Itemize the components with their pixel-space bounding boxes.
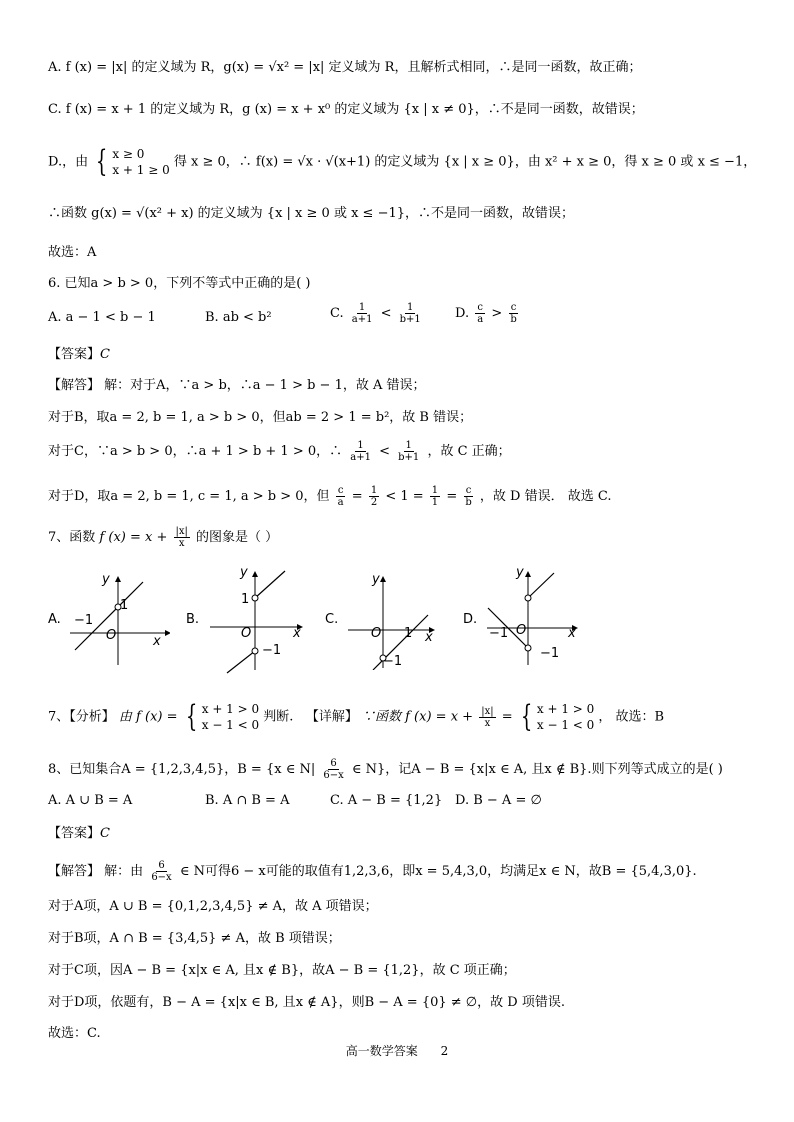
graph-b-1: 1 bbox=[241, 592, 250, 607]
stem-text: 的图象是（ ） bbox=[196, 530, 279, 545]
graph-c-o: O bbox=[371, 626, 382, 641]
graph-b-x: x bbox=[293, 626, 301, 641]
frac-num: 1 bbox=[431, 485, 439, 496]
footer-title: 高一数学答案 bbox=[345, 1044, 418, 1058]
detail-text: ∵函数 f (x) = x + bbox=[361, 709, 474, 725]
option-d-explanation bbox=[48, 146, 756, 178]
graph-b-neg1: −1 bbox=[262, 643, 282, 658]
analysis-label: 7、【分析】 bbox=[48, 709, 115, 725]
solution-text: 对于C，∵a > b > 0，∴a + 1 > b + 1 > 0，∴ bbox=[48, 444, 343, 459]
answer-label: 【答案】 bbox=[48, 347, 101, 362]
frac-num: 1 bbox=[370, 485, 378, 496]
option-d-text: 得 x ≥ 0，∴ f(x) = √x · √(x+1) 的定义域为 {x | x ≥ 0}，由 x² + x ≥ 0，得 x ≥ 0 或 x ≤ −1， bbox=[173, 154, 757, 170]
frac-num: c bbox=[337, 485, 344, 496]
answer-value: C bbox=[100, 347, 110, 362]
detail-label: 【详解】 bbox=[305, 709, 358, 725]
q8-solution-5: 对于D项，依题有，B − A = {x|x ∈ B, 且x ∉ A}，则B − A = {0} ≠ ∅，故 D 项错误. bbox=[48, 995, 565, 1010]
graph-d-neg1-left: −1 bbox=[489, 626, 509, 641]
q8-option-d: D. B − A = ∅ bbox=[455, 793, 542, 808]
q7-stem bbox=[48, 526, 278, 549]
frac-num: c bbox=[465, 485, 472, 496]
page-number: 2 bbox=[440, 1044, 449, 1058]
q6-option-c-label: C. bbox=[330, 306, 344, 321]
q7-graph-b-label: B. bbox=[186, 612, 200, 627]
option-c-explanation: C. f (x) = x + 1 的定义域为 R，g (x) = x + x⁰ 的定义域为 {x | x ≠ 0}，∴不是同一函数，故错误； bbox=[48, 102, 644, 117]
brace-row-2: x − 1 < 0 bbox=[536, 718, 595, 732]
frac-den: b bbox=[510, 314, 517, 325]
frac-num: 1 bbox=[358, 302, 366, 313]
system-brace: { x ≥ 0 x + 1 ≥ 0 bbox=[96, 144, 170, 179]
q6-option-d-label: D. bbox=[455, 306, 470, 321]
q6-answer bbox=[48, 345, 110, 365]
q6-option-d bbox=[455, 302, 521, 325]
frac-num: 6 bbox=[158, 860, 165, 871]
analysis-text: 由 f (x) = bbox=[118, 709, 178, 725]
frac-den: 6−x bbox=[151, 872, 172, 883]
graph-c-x: x bbox=[425, 630, 433, 645]
q6-option-c bbox=[330, 302, 425, 325]
graph-a-neg1: −1 bbox=[74, 613, 94, 628]
q7-graph-c-label: C. bbox=[325, 612, 339, 627]
solution-text: 对于D，取a = 2, b = 1, c = 1, a > b > 0，但 bbox=[48, 489, 330, 504]
brace-row-2: x − 1 < 0 bbox=[201, 718, 260, 732]
frac-num: |x| bbox=[175, 526, 188, 537]
frac-den: 1 bbox=[431, 497, 439, 508]
frac-num: 1 bbox=[405, 440, 412, 451]
stem-text: 8、已知集合A = {1,2,3,4,5}，B = {x ∈ N| bbox=[48, 762, 316, 777]
q6-solution-2: 对于B，取a = 2, b = 1, a > b > 0，但ab = 2 > 1 = b²，故 B 错误； bbox=[48, 410, 473, 425]
q8-solution-2: 对于A项，A ∪ B = {0,1,2,3,4,5} ≠ A，故 A 项错误； bbox=[48, 899, 378, 914]
frac-num: 1 bbox=[407, 302, 414, 313]
graph-a-x: x bbox=[153, 634, 161, 649]
q6-option-a: A. a − 1 < b − 1 bbox=[48, 310, 156, 325]
option-d-prefix: D.，由 bbox=[48, 154, 89, 170]
q8-option-c: C. A − B = {1,2} bbox=[330, 793, 443, 808]
q6-solution-3 bbox=[48, 440, 511, 463]
frac-den: a bbox=[477, 314, 484, 325]
solution-label: 【解答】 bbox=[48, 378, 101, 393]
frac-den: x bbox=[484, 717, 491, 729]
q6-stem: 6. 已知a > b > 0，下列不等式中正确的是( ) bbox=[48, 276, 311, 291]
q7-graph-a-label: A. bbox=[48, 612, 61, 627]
q8-option-a: A. A ∪ B = A bbox=[48, 793, 133, 808]
solution-text: ，故 C 正确； bbox=[427, 444, 511, 459]
stem-text: 7、函数 bbox=[48, 530, 96, 545]
graph-b-y: y bbox=[240, 565, 248, 580]
frac-num: 6 bbox=[330, 758, 337, 769]
op: = bbox=[351, 489, 363, 504]
frac-num: |x| bbox=[481, 705, 494, 717]
frac-num: 1 bbox=[357, 440, 364, 451]
q7-graph-d-label: D. bbox=[463, 612, 478, 627]
frac-den: a+1 bbox=[350, 452, 371, 463]
frac-den: 2 bbox=[370, 497, 378, 508]
analysis-brace: { x + 1 > 0 x − 1 < 0 bbox=[185, 699, 260, 734]
q8-solution-6: 故选：C. bbox=[48, 1026, 101, 1041]
op: < bbox=[379, 444, 391, 459]
answer-value: C bbox=[100, 826, 110, 841]
q6-solution-4 bbox=[48, 485, 611, 508]
q8-solution-3: 对于B项，A ∩ B = {3,4,5} ≠ A，故 B 项错误； bbox=[48, 931, 341, 946]
analysis-text: 判断. bbox=[263, 709, 294, 725]
op: = bbox=[501, 709, 513, 725]
graph-c-neg1: −1 bbox=[383, 654, 403, 669]
graph-c-y: y bbox=[372, 572, 380, 587]
frac-den: 6−x bbox=[323, 770, 344, 781]
frac-den: x bbox=[178, 538, 185, 549]
frac-den: b+1 bbox=[399, 314, 421, 325]
brace-row-1: x ≥ 0 bbox=[112, 147, 145, 161]
frac-den: a+1 bbox=[351, 314, 373, 325]
solution-text: ∈ N可得6 − x可能的取值有1,2,3,6，即x = 5,4,3,0，均满足x ∈ N，故B = {5,4,3,0}. bbox=[179, 864, 697, 879]
q7-analysis bbox=[48, 701, 664, 733]
solution-label: 【解答】 bbox=[48, 864, 101, 879]
q7-graph-d bbox=[482, 565, 582, 665]
choose-answer-5: 故选：A bbox=[48, 245, 97, 260]
solution-text: ，故 D 错误． 故选 C. bbox=[479, 489, 612, 504]
frac-num: c bbox=[477, 302, 484, 313]
answer-label: 【答案】 bbox=[48, 826, 101, 841]
frac-den: a bbox=[337, 497, 344, 508]
detail-brace: { x + 1 > 0 x − 1 < 0 bbox=[520, 699, 595, 734]
q8-option-b: B. A ∩ B = A bbox=[205, 793, 290, 808]
frac-den: b bbox=[465, 497, 472, 508]
brace-row-1: x + 1 > 0 bbox=[536, 702, 595, 716]
option-d-conclusion: ∴函数 g(x) = √(x² + x) 的定义域为 {x | x ≥ 0 或 x ≤ −1}，∴不是同一函数，故错误； bbox=[48, 206, 575, 221]
graph-d-x: x bbox=[568, 626, 576, 641]
q6-solution-1 bbox=[48, 376, 426, 396]
graph-d-y: y bbox=[516, 565, 524, 580]
graph-c-1: 1 bbox=[404, 626, 413, 641]
op: > bbox=[491, 306, 503, 321]
solution-text: 解：对于A，∵a > b，∴a − 1 > b − 1，故 A 错误； bbox=[100, 378, 426, 393]
graph-a-1: 1 bbox=[120, 598, 129, 613]
q8-solution-4: 对于C项，因A − B = {x|x ∈ A, 且x ∉ B}，故A − B = {1,2}，故 C 项正确； bbox=[48, 963, 516, 978]
op: < bbox=[380, 306, 392, 321]
frac-num: c bbox=[510, 302, 517, 313]
page-footer bbox=[0, 1042, 794, 1059]
graph-a-y: y bbox=[102, 572, 110, 587]
graph-b-o: O bbox=[241, 626, 252, 641]
q6-option-b: B. ab < b² bbox=[205, 310, 272, 325]
graph-d-neg1-right: −1 bbox=[540, 646, 560, 661]
brace-row-1: x + 1 > 0 bbox=[201, 702, 260, 716]
graph-d-o: O bbox=[516, 623, 527, 638]
graph-a-o: O bbox=[106, 628, 117, 643]
stem-text: ∈ N}，记A − B = {x|x ∈ A, 且x ∉ B}.则下列等式成立的是( ) bbox=[351, 762, 723, 777]
op: < 1 = bbox=[385, 489, 424, 504]
detail-text: ， 故选：B bbox=[598, 709, 665, 725]
q8-answer bbox=[48, 824, 110, 844]
brace-row-2: x + 1 ≥ 0 bbox=[112, 163, 170, 177]
op: = bbox=[446, 489, 458, 504]
solution-text: 解：由 bbox=[104, 864, 144, 879]
q8-stem bbox=[48, 758, 723, 781]
option-a-explanation: A. f (x) = |x| 的定义域为 R，g(x) = √x² = |x| 定义域为 R，且解析式相同，∴是同一函数，故正确； bbox=[48, 60, 642, 75]
function-expr: f (x) = x + bbox=[99, 530, 168, 545]
q7-graph-b bbox=[205, 565, 305, 675]
q8-solution-1 bbox=[48, 860, 697, 883]
frac-den: b+1 bbox=[398, 452, 420, 463]
